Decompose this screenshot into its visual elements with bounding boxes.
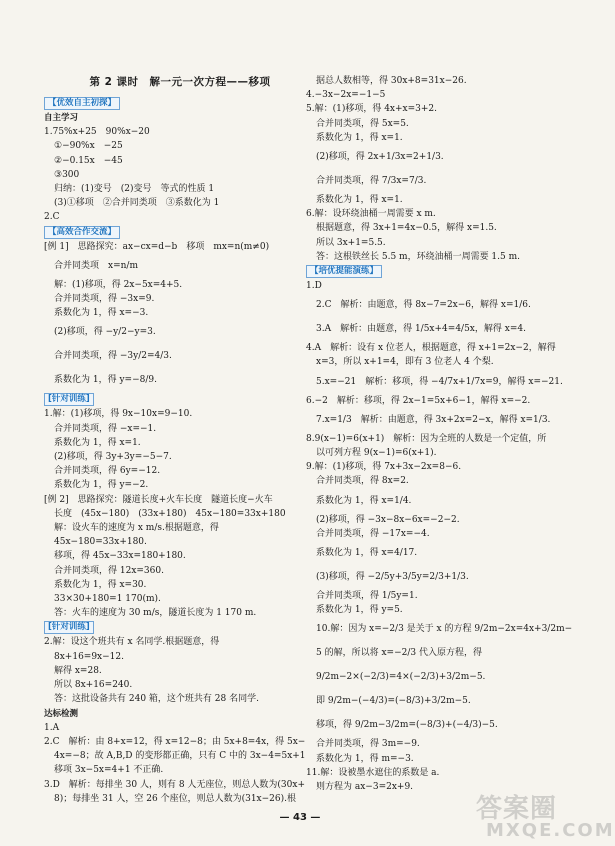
answer-line: 系数化为 1，得 x=−3. [54,308,149,319]
answer-line: 系数化为 1，得 x=1/4. [316,495,412,506]
answer-line: x=3，所以 x+1=4，即有 3 位老人 4 个梨. [316,357,494,368]
answer-line: 系数化为 1，得 x=1. [316,195,403,206]
answer-line: 移项，得 9/2m−3/2m=(−8/3)+(−4/3)−5. [316,720,498,731]
answer-line: 合并同类项，得 −3x=9. [54,294,155,305]
answer-line: 系数化为 1，得 x=1. [54,437,141,448]
answer-line: 7.x=1/3 解析：由题意，得 3x+2x=2−x，解得 x=1/3. [316,414,551,425]
answer-line: (3)移项，得 −2/5y+3/5y=2/3+1/3. [316,572,469,583]
answer-line: 1.A [44,722,60,733]
subsection-title: 达标检测 [44,708,79,719]
answer-line: 移项，得 45x−33x=180+180. [54,551,186,562]
answer-line: 合并同类项，得 6y=−12. [54,466,161,477]
answer-line: 合并同类项，得 −17x=−4. [316,528,430,539]
answer-line: (2)移项，得 −y/2−y=3. [54,327,156,338]
answer-line: 以可列方程 9(x−1)=6(x+1). [316,448,437,459]
page-number: — 43 — [279,812,321,823]
left-column [44,96,306,806]
watermark-logo: 答案圈 [476,794,558,824]
section-label: 【培优提能演练】 [306,265,382,278]
answer-line: 据总人数相等，得 30x+8=31x−26. [316,76,467,86]
answer-line: 解：设火车的速度为 x m/s.根据题意，得 [54,523,219,534]
answer-line: 4.−3x−2x=−1−5 [306,90,386,101]
answer-line: 合并同类项，得 −x=−1. [54,423,157,434]
answer-line: 系数化为 1，得 y=−8/9. [54,375,157,386]
answer-line: 9/2m−2×(−2/3)=4×(−2/3)+3/2m−5. [316,672,486,683]
section-label: [针对训练] [44,393,94,406]
answer-line: 长度 (45x−180) (33x+180) 45x−180=33x+180 [54,508,286,519]
watermark-url: MXQE.COM [486,820,615,841]
answer-line: 合并同类项，得 5x=5. [316,118,409,129]
answer-line: (2)移项，得 3y+3y=−5−7. [54,452,172,463]
answer-line: [例 1] 思路探究：ax−cx=d−b 移项 mx=n(m≠0) [44,241,270,252]
right-column [306,74,573,794]
answer-line: (3)①移项 ②合并同类项 ③系数化为 1 [54,198,220,209]
answer-line: 系数化为 1，得 x=1. [316,132,403,143]
answer-line: 2.解：设这个班共有 x 名同学.根据题意，得 [44,637,220,648]
answer-line: 答：这批设备共有 240 箱，这个班共有 28 名同学. [54,694,259,705]
answer-line: 所以 8x+16=240. [54,680,133,691]
answer-line: 合并同类项，得 1/5y=1. [316,591,418,602]
answer-line: 即 9/2m−(−4/3)=(−8/3)+3/2m−5. [316,696,471,707]
section-header [44,96,296,111]
answer-line: 5.x=−21 解析：移项，得 −4/7x+1/7x=9，解得 x=−21. [316,376,563,387]
subsection-title: 自主学习 [44,113,79,123]
answer-line: 33×30+180=1 170(m). [54,594,161,605]
answer-line: (2)移项，得 −3x−8x−6x=−2−2. [316,514,460,525]
answer-line: 8)；每排坐 31 人，空 26 个座位，则总人数为(31x−26).根 [54,793,296,804]
answer-line: 系数化为 1，得 x=4/17. [316,548,418,559]
answer-line: 解：(1)移项，得 2x−5x=4+5. [54,279,183,290]
answer-line: 9.解：(1)移项，得 7x+3x−2x=8−6. [306,462,462,473]
answer-line: 合并同类项，得 7/3x=7/3. [316,176,427,187]
answer-line: [例 2] 思路探究：隧道长度+火车长度 隧道长度−火车 [44,494,273,505]
answer-line: 答：这根铁丝长 5.5 m，环绕油桶一周需要 1.5 m. [316,251,520,262]
answer-line: 2.C 解析：由题意，得 8x−7=2x−6，解得 x=1/6. [316,300,531,311]
answer-line: 3.D 解析：每排坐 30 人，则有 8 人无座位，则总人数为(30x+ [44,779,306,790]
answer-line: 系数化为 1，得 m=−3. [316,753,414,764]
answer-line: 合并同类项，得 3m=−9. [316,739,420,750]
answer-line: 根据题意，得 3x+1=4x−0.5，解得 x=1.5. [316,223,497,234]
answer-line: 合并同类项，得 8x=2. [316,476,409,487]
answer-line: 移项 3x−5x=4+1 不正确. [54,765,164,776]
answer-line: 则方程为 ax−3=2x+9. [316,782,414,793]
answer-line: 5 的解，所以将 x=−2/3 代入原方程，得 [316,648,482,659]
answer-line: 1.D [306,281,322,292]
answer-line: 合并同类项，得 −3y/2=4/3. [54,351,172,362]
section-header [44,620,296,635]
answer-line: 11.解：设被墨水遮住的系数是 a. [306,767,440,778]
answer-line: 45x−180=33x+180. [54,537,147,548]
answer-line: 8.9(x−1)=6(x+1) 解析：因为全班的人数是一个定值，所 [306,433,547,444]
answer-line: ②−0.15x −45 [54,155,123,166]
section-header [306,264,568,279]
answer-line: 合并同类项 x=n/m [54,260,138,271]
answer-line: ①−90%x −25 [54,141,123,152]
answer-line: 系数化为 1，得 y=5. [316,605,403,616]
section-label: 【高效合作交流】 [44,226,120,239]
answer-line: 所以 3x+1=5.5. [316,237,386,248]
answer-line: 合并同类项，得 12x=360. [54,565,164,576]
answer-line: 8x+16=9x−12. [54,651,124,662]
answer-line: 3.A 解析：由题意，得 1/5x+4=4/5x，解得 x=4. [316,324,526,335]
answer-line: 4.A 解析：设有 x 位老人，根据题意，得 x+1=2x−2，解得 [306,343,556,354]
answer-line: 1.75%x+25 90%x−20 [44,127,150,138]
answer-line: 答：火车的速度为 30 m/s，隧道长度为 1 170 m. [54,608,257,619]
answer-line: 6.−2 解析：移项，得 2x−1=5x+6−1，解得 x=−2. [306,395,531,406]
section-header [44,392,296,407]
section-label: 【优效自主初探】 [44,97,120,110]
answer-line: 6.解：设环绕油桶一周需要 x m. [306,209,436,220]
answer-line: (2)移项，得 2x+1/3x=2+1/3. [316,152,444,163]
answer-line: 归纳：(1)变号 (2)变号 等式的性质 1 [54,184,215,195]
lesson-title: 第 2 课时 解一元一次方程——移项 [89,76,271,88]
answer-line: 2.C 解析：由 8+x=12，得 x=12−8；由 5x+8=4x，得 5x− [44,736,306,747]
answer-line: 解得 x=28. [54,665,102,676]
answer-line: 1.解：(1)移项，得 9x−10x=9−10. [44,409,193,420]
section-header [44,225,296,240]
answer-line: 4x=−8；故 A,B,D 的变形都正确，只有 C 中的 3x−4=5x+1 [54,751,306,762]
section-label: [针对训练] [44,621,94,634]
answer-line: 5.解：(1)移项，得 4x+x=3+2. [306,104,438,115]
answer-line: 系数化为 1，得 y=−2. [54,480,149,491]
answer-line: 系数化为 1，得 x=30. [54,579,147,590]
answer-line: ③300 [54,169,80,180]
answer-line: 2.C [44,212,60,223]
answer-line: 10.解：因为 x=−2/3 是关于 x 的方程 9/2m−2x=4x+3/2m− [316,624,573,635]
